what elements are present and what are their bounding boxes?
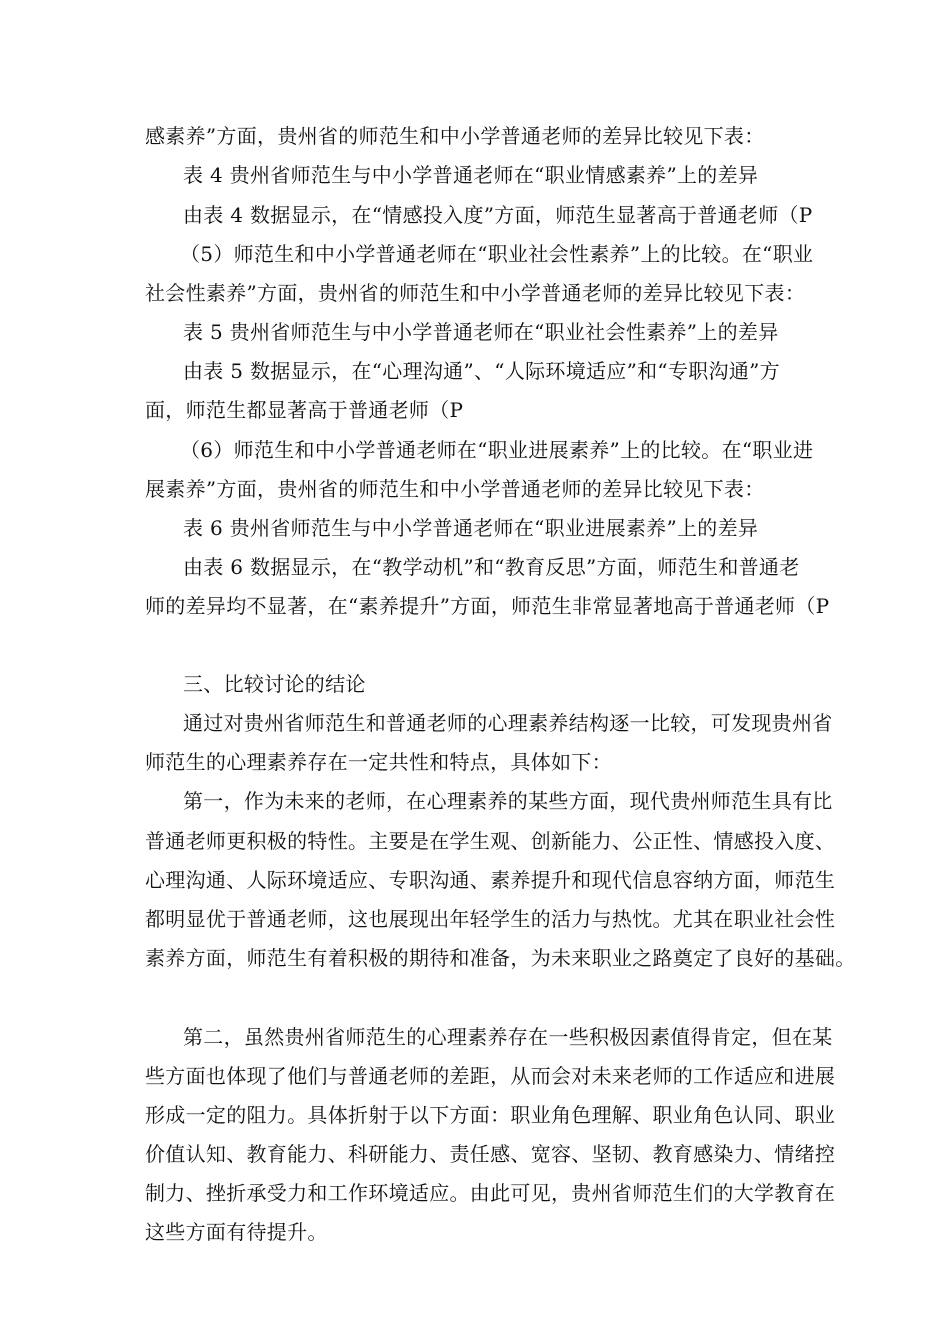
text-line: 由表 5 数据显示，在“心理沟通”、“人际环境适应”和“专职沟通”方: [183, 359, 780, 383]
text-line: 素养方面，师范生有着积极的期待和准备，为未来职业之路奠定了良好的基础。: [145, 946, 856, 970]
text-line: 制力、挫折承受力和工作环境适应。由此可见，贵州省师范生们的大学教育在: [145, 1181, 836, 1205]
text-line: 都明显优于普通老师，这也展现出年轻学生的活力与热忱。尤其在职业社会性: [145, 907, 836, 931]
text-line: 价值认知、教育能力、科研能力、责任感、宽容、坚韧、教育感染力、情绪控: [145, 1142, 836, 1166]
text-line: 普通老师更积极的特性。主要是在学生观、创新能力、公正性、情感投入度、: [145, 829, 836, 853]
text-line: 这些方面有待提升。: [145, 1220, 328, 1244]
text-line: 心理沟通、人际环境适应、专职沟通、素养提升和现代信息容纳方面，师范生: [145, 868, 836, 892]
text-line: 些方面也体现了他们与普通老师的差距，从而会对未来老师的工作适应和进展: [145, 1064, 836, 1088]
text-line: 感素养”方面，贵州省的师范生和中小学普通老师的差异比较见下表：: [145, 124, 765, 148]
text-line: 师的差异均不显著，在“素养提升”方面，师范生非常显著地高于普通老师（P: [145, 594, 830, 618]
text-line: 通过对贵州省师范生和普通老师的心理素养结构逐一比较，可发现贵州省: [183, 711, 833, 735]
text-line: 社会性素养”方面，贵州省的师范生和中小学普通老师的差异比较见下表：: [145, 281, 806, 305]
text-line: 由表 4 数据显示，在“情感投入度”方面，师范生显著高于普通老师（P: [183, 203, 813, 227]
text-line: 面，师范生都显著高于普通老师（P: [145, 398, 464, 422]
text-line: 第一，作为未来的老师，在心理素养的某些方面，现代贵州师范生具有比: [183, 789, 833, 813]
text-line: 师范生的心理素养存在一定共性和特点，具体如下：: [145, 750, 612, 774]
text-line: （5）师范生和中小学普通老师在“职业社会性素养”上的比较。在“职业: [180, 242, 814, 266]
text-line: 第二，虽然贵州省师范生的心理素养存在一些积极因素值得肯定，但在某: [183, 1025, 833, 1049]
table-caption-6: 表 6 贵州省师范生与中小学普通老师在“职业进展素养”上的差异: [183, 516, 759, 540]
text-line: 由表 6 数据显示，在“教学动机”和“教育反思”方面，师范生和普通老: [183, 555, 800, 579]
table-caption-5: 表 5 贵州省师范生与中小学普通老师在“职业社会性素养”上的差异: [183, 320, 779, 344]
section-heading: 三、比较讨论的结论: [183, 672, 366, 696]
text-line: 形成一定的阻力。具体折射于以下方面：职业角色理解、职业角色认同、职业: [145, 1103, 836, 1127]
table-caption-4: 表 4 贵州省师范生与中小学普通老师在“职业情感素养”上的差异: [183, 163, 759, 187]
text-line: （6）师范生和中小学普通老师在“职业进展素养”上的比较。在“职业进: [180, 438, 814, 462]
text-line: 展素养”方面，贵州省的师范生和中小学普通老师的差异比较见下表：: [145, 477, 765, 501]
